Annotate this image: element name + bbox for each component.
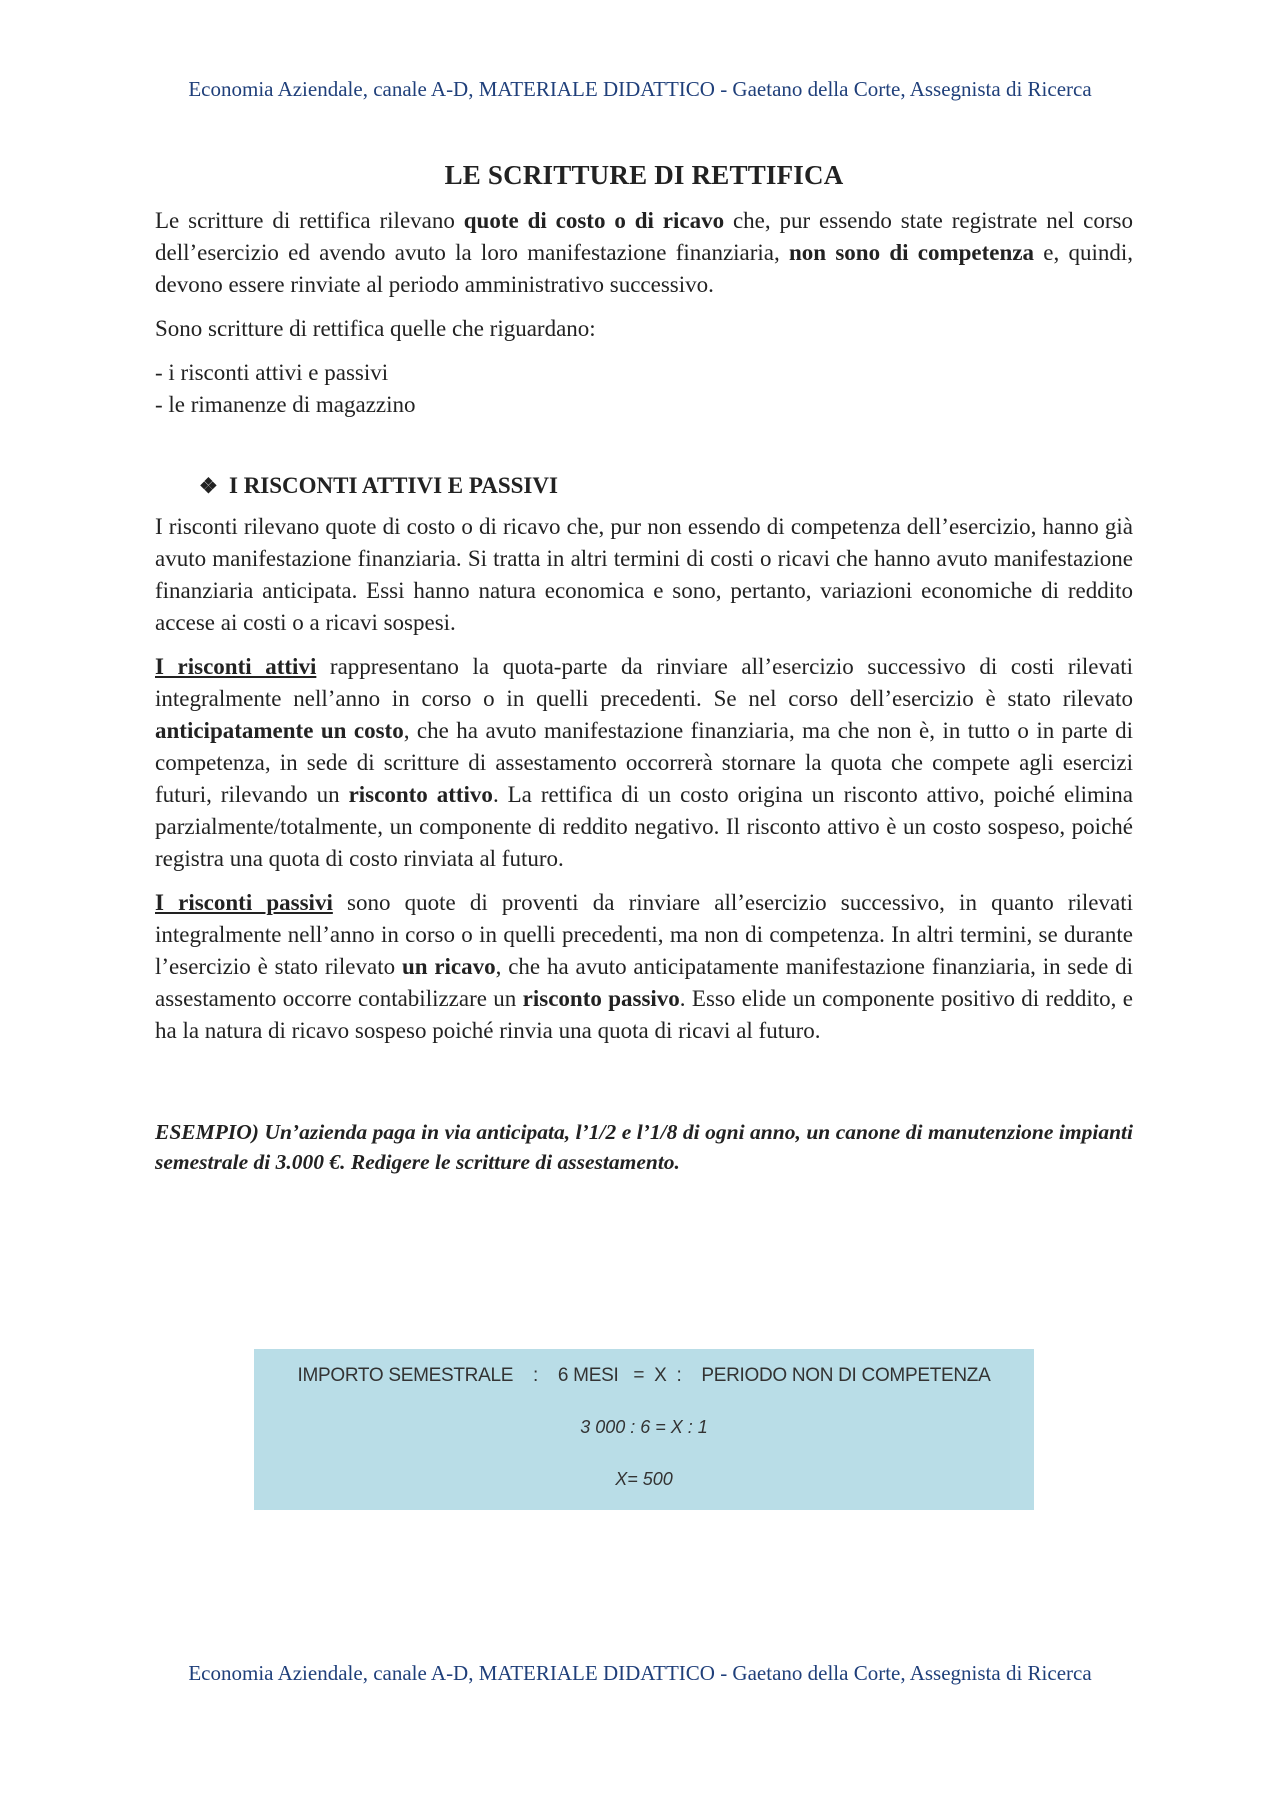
diamond-bullet-icon: ❖	[199, 474, 218, 498]
list-item: - i risconti attivi e passivi	[155, 360, 389, 385]
section-heading: ❖ I RISCONTI ATTIVI E PASSIVI	[199, 471, 1133, 501]
page-footer: Economia Aziendale, canale A-D, MATERIALE DIDATTICO - Gaetano della Corte, Assegnista di Ricerca	[188, 1661, 1092, 1685]
risconti-attivi-paragraph: I risconti attivi rappresentano la quota-parte da rinviare all’esercizio successivo di costi rilevati integralmente nell’anno in corso o in quelli precedenti. Se nel corso dell’esercizio è stato rilevato anticipatamente un costo, che ha avuto manifestazione finanziaria, ma che non è, in tutto o in parte di competenza, in sede di scritture di assestamento occorrerà stornare la quota che compete agli esercizi futuri, rilevando un risconto attivo. La rettifica di un costo origina un risconto attivo, poiché elimina parzialmente/totalmente, un componente di reddito negativo. Il risconto attivo è un costo sospeso, poiché registra una quota di costo rinviata al futuro.	[155, 654, 1134, 871]
adjustment-list	[155, 357, 1133, 421]
risconti-paragraph: I risconti rilevano quote di costo o di ricavo che, pur non essendo di competenza dell’esercizio, hanno già avuto manifestazione finanziaria. Si tratta in altri termini di costi o ricavi che hanno avuto manifestazione finanziaria anticipata. Essi hanno natura economica e sono, pertanto, variazioni economiche di reddito accese ai costi o a ricavi sospesi.	[155, 514, 1133, 635]
intro-subtitle: Sono scritture di rettifica quelle che riguardano:	[155, 316, 596, 341]
page-title: LE SCRITTURE DI RETTIFICA	[444, 160, 844, 190]
formula-result: X= 500	[615, 1469, 673, 1489]
example-text: ESEMPIO) Un’azienda paga in via anticipata, l’1/2 e l’1/8 di ogni anno, un canone di manutenzione impianti semestrale di 3.000 €. Redigere le scritture di assestamento.	[155, 1120, 1133, 1174]
intro-paragraph: Le scritture di rettifica rilevano quote di costo o di ricavo che, pur essendo state registrate nel corso dell’esercizio ed avendo avuto la loro manifestazione finanziaria, non sono di competenza e, quindi, devono essere rinviate al periodo amministrativo successivo.	[155, 208, 1133, 297]
document-body	[155, 160, 1133, 1177]
risconti-passivi-paragraph: I risconti passivi sono quote di proventi da rinviare all’esercizio successivo, in quanto rilevati integralmente nell’anno in corso o in quelli precedenti, ma non di competenza. In altri termini, se durante l’esercizio è stato rilevato un ricavo, che ha avuto anticipatamente manifestazione finanziaria, in sede di assestamento occorre contabilizzare un risconto passivo. Esso elide un componente positivo di reddito, e ha la natura di ricavo sospeso poiché rinvia una quota di ricavi al futuro.	[155, 890, 1134, 1043]
page-header: Economia Aziendale, canale A-D, MATERIALE DIDATTICO - Gaetano della Corte, Assegnista di Ricerca	[188, 77, 1092, 101]
formula-box	[254, 1349, 1034, 1510]
list-item: - le rimanenze di magazzino	[155, 392, 416, 417]
formula-line: 3 000 : 6 = X : 1	[580, 1417, 708, 1437]
formula-line: IMPORTO SEMESTRALE : 6 MESI = X : PERIODO NON DI COMPETENZA	[297, 1365, 991, 1386]
